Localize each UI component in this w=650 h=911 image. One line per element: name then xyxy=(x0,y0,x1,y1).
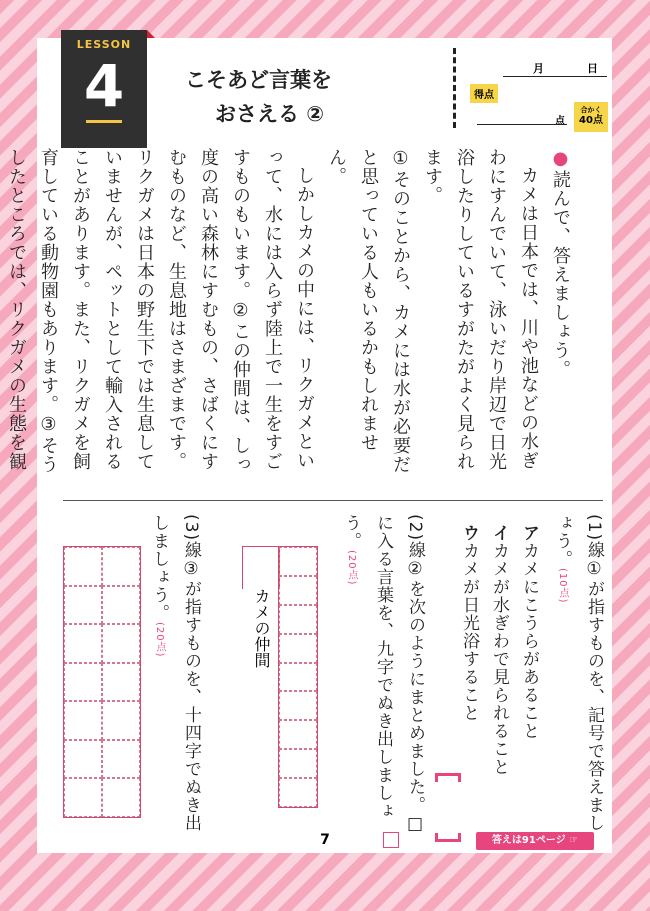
q3-answer-grid[interactable] xyxy=(63,546,141,818)
reading-passage xyxy=(0,148,576,488)
score-unit: 点 xyxy=(555,116,565,127)
question-2 xyxy=(335,514,431,844)
instruction: 読んで、答えましょう。 xyxy=(550,170,571,379)
question-3 xyxy=(143,514,207,844)
header-divider xyxy=(453,48,456,128)
title-line-1: こそあど言葉を xyxy=(185,68,332,92)
pass-value: 40点 xyxy=(579,115,603,126)
lesson-underline xyxy=(86,120,122,123)
q1-number: (1) xyxy=(584,514,604,542)
answer-bracket-top[interactable] xyxy=(435,773,461,782)
lesson-fold xyxy=(147,30,155,38)
q2-number: (2) xyxy=(405,514,425,542)
q3-number: (3) xyxy=(181,514,201,542)
passage-paragraph-1: カメは日本では、川や池などの水ぎわにすんでいて、泳いだり岸辺で日光浴したりしているすがたがよく見られます。 xyxy=(422,148,539,471)
bullet-icon: ● xyxy=(550,148,571,170)
date-line xyxy=(503,76,607,77)
option-a[interactable]: アカメにこうらがあること xyxy=(519,524,539,740)
lesson-number: 4 xyxy=(83,52,125,120)
q2-answer-grid[interactable] xyxy=(278,546,318,808)
q1-text: 線①が指すものを、記号で答えましょう。 xyxy=(552,514,604,833)
option-i[interactable]: イカメが水ぎわで見られること xyxy=(489,524,509,776)
month-label: 月 xyxy=(533,62,544,75)
page-title xyxy=(145,48,455,128)
passage-paragraph-2: ①そのことから、カメには水が必要だと思っている人もいるかもしれません。 xyxy=(326,148,411,474)
fixed-word-frame xyxy=(242,546,280,589)
fixed-word: カメの仲間 xyxy=(252,588,271,668)
day-label: 日 xyxy=(587,62,598,75)
section-divider xyxy=(63,500,603,501)
question-1 xyxy=(546,514,610,844)
pass-label: 合かく xyxy=(580,106,602,114)
q2-points: (20点) xyxy=(346,550,357,586)
answer-page-link[interactable]: 答えは91ページ ☞ xyxy=(476,832,594,850)
lesson-badge xyxy=(61,30,147,148)
q1-points: (10点) xyxy=(557,568,568,604)
passing-score-badge xyxy=(574,102,608,132)
page-number: 7 xyxy=(320,832,330,848)
score-line xyxy=(477,124,567,125)
lesson-label: LESSON xyxy=(76,38,132,51)
option-u[interactable]: ウカメが日光浴すること xyxy=(459,524,479,722)
q3-points: (20点) xyxy=(154,622,165,658)
title-line-2: おさえる ② xyxy=(215,102,325,126)
q3-text: 線③が指すものを、十四字でぬき出しましょう。 xyxy=(149,514,201,833)
passage-paragraph-3: しかしカメの中には、リクガメといって、水には入らず陸上で一生をすごすものもいます。②この仲間は、しっ度の高い森林にすむもの、さばくにすむものなど、生息地はさまざまです。リクガメは日本の野生下では生息していませんが、ペットとして輸入されることがあります。また、リクガメを飼育している動物園もあります。③そうしたところでは、リクガメの生態を観 xyxy=(6,148,315,474)
q1-options xyxy=(454,524,544,824)
q2-text: 線②を次のようにまとめました。□に入る言葉を、九字でぬき出しましょう。 xyxy=(341,514,425,836)
worksheet-page xyxy=(6,38,612,853)
score-label: 得点 xyxy=(470,84,498,103)
